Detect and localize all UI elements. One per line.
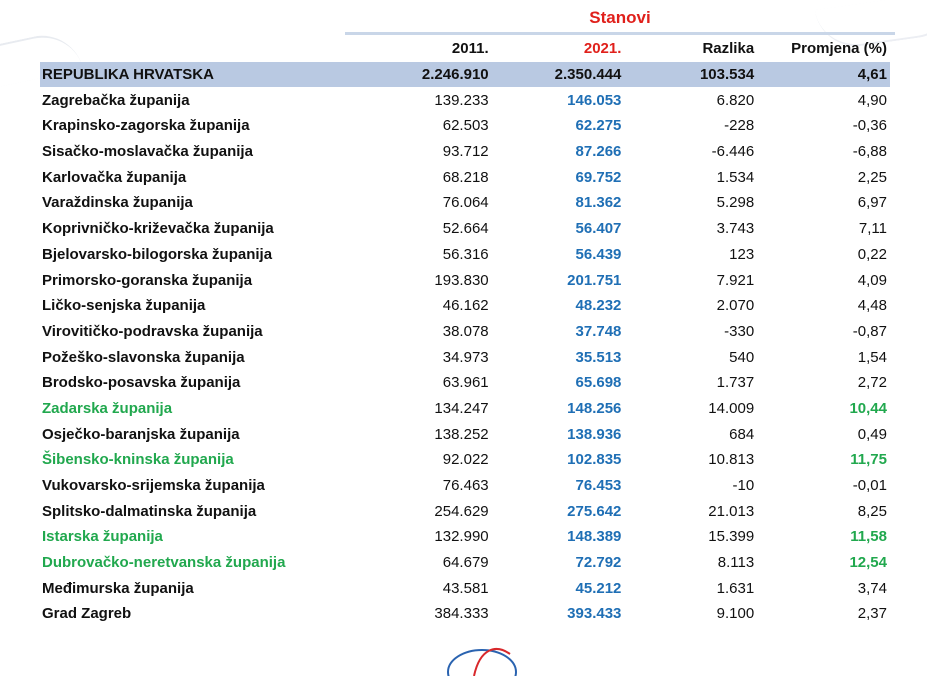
- county-name-cell: Zadarska županija: [42, 399, 173, 417]
- value-2021-cell: 45.212: [575, 579, 622, 597]
- value-2011-cell: 132.990: [434, 528, 489, 546]
- value-2011-cell: 134.247: [434, 399, 489, 417]
- county-name-cell: Međimurska županija: [42, 579, 194, 597]
- value-2021-cell: 62.275: [575, 117, 622, 135]
- change-percent-cell: 1,54: [857, 348, 887, 366]
- county-name-cell: Šibensko-kninska županija: [42, 451, 234, 469]
- value-2021-cell: 146.053: [567, 91, 622, 109]
- value-2011-cell: 92.022: [442, 451, 489, 469]
- table-row: [40, 319, 890, 345]
- value-2021-cell: 148.389: [567, 528, 622, 546]
- value-2011-cell: 64.679: [442, 554, 489, 572]
- difference-cell: 2.070: [716, 297, 755, 315]
- difference-cell: 540: [729, 348, 755, 366]
- value-2011-cell: 193.830: [434, 271, 489, 289]
- table-row-total: [40, 62, 890, 88]
- table-row: [40, 164, 890, 190]
- value-2021-cell: 87.266: [575, 143, 622, 161]
- table-row: [40, 242, 890, 268]
- difference-cell: -6.446: [711, 143, 755, 161]
- value-2021-cell: 201.751: [567, 271, 622, 289]
- value-2011-cell: 62.503: [442, 117, 489, 135]
- table-row: [40, 396, 890, 422]
- county-name-cell: Brodsko-posavska županija: [42, 374, 241, 392]
- value-2011-cell: 254.629: [434, 502, 489, 520]
- value-2021-cell: 148.256: [567, 399, 622, 417]
- table-row: [40, 575, 890, 601]
- county-name-cell: Krapinsko-zagorska županija: [42, 117, 250, 135]
- county-name-cell: Bjelovarsko-bilogorska županija: [42, 245, 273, 263]
- value-2021-cell: 81.362: [575, 194, 622, 212]
- county-name-cell: REPUBLIKA HRVATSKA: [40, 62, 359, 88]
- difference-cell: 15.399: [708, 528, 755, 546]
- county-name-cell: Istarska županija: [42, 528, 163, 546]
- table-row: [40, 447, 890, 473]
- difference-cell: 8.113: [717, 554, 755, 572]
- difference-cell: 1.534: [716, 168, 755, 186]
- change-percent-cell: 12,54: [849, 554, 887, 572]
- difference-cell: 3.743: [716, 220, 755, 238]
- change-percent-cell: 3,74: [857, 579, 887, 597]
- difference-cell: 103.534: [624, 62, 757, 88]
- county-name-cell: Sisačko-moslavačka županija: [42, 143, 253, 161]
- difference-cell: -330: [724, 322, 755, 340]
- table-row: [40, 87, 890, 113]
- change-percent-cell: 0,22: [857, 245, 887, 263]
- change-percent-cell: 8,25: [857, 502, 887, 520]
- change-percent-cell: -6,88: [852, 143, 887, 161]
- county-name-cell: Zagrebačka županija: [42, 91, 190, 109]
- change-percent-cell: 4,61: [757, 62, 890, 88]
- column-header-name: [40, 36, 359, 62]
- change-percent-cell: -0,36: [852, 117, 887, 135]
- county-name-cell: Požeško-slavonska županija: [42, 348, 245, 366]
- change-percent-cell: -0,01: [852, 477, 887, 495]
- table-row: [40, 139, 890, 165]
- difference-cell: 684: [729, 425, 755, 443]
- value-2011-cell: 46.162: [442, 297, 489, 315]
- difference-cell: 1.631: [716, 579, 755, 597]
- change-percent-cell: 6,97: [857, 194, 887, 212]
- county-name-cell: Dubrovačko-neretvanska županija: [42, 554, 286, 572]
- group-underline: [345, 32, 895, 35]
- difference-cell: 21.013: [708, 502, 755, 520]
- change-percent-cell: 7,11: [858, 220, 887, 238]
- value-2021-cell: 393.433: [567, 605, 622, 623]
- value-2011-cell: 138.252: [434, 425, 489, 443]
- value-2021-cell: 138.936: [567, 425, 622, 443]
- logo-icon: [422, 636, 542, 676]
- column-header-change-percent: Promjena (%): [791, 40, 887, 58]
- difference-cell: 14.009: [708, 399, 755, 417]
- table-row: [40, 550, 890, 576]
- county-name-cell: Ličko-senjska županija: [42, 297, 206, 315]
- value-2021-cell: 69.752: [575, 168, 622, 186]
- value-2011-cell: 76.064: [442, 194, 489, 212]
- value-2011-cell: 38.078: [442, 322, 489, 340]
- column-header-2021: 2021.: [583, 40, 622, 58]
- table-row: [40, 113, 890, 139]
- difference-cell: 10.813: [708, 451, 755, 469]
- column-header-difference: Razlika: [702, 40, 755, 58]
- change-percent-cell: 2,37: [857, 605, 887, 623]
- difference-cell: -10: [732, 477, 755, 495]
- county-name-cell: Koprivničko-križevačka županija: [42, 220, 274, 238]
- change-percent-cell: 4,48: [857, 297, 887, 315]
- group-title: Stanovi: [589, 8, 651, 27]
- value-2021-cell: 275.642: [567, 502, 622, 520]
- value-2021-cell: 102.835: [567, 451, 622, 469]
- difference-cell: 6.820: [716, 91, 755, 109]
- county-name-cell: Splitsko-dalmatinska županija: [42, 502, 257, 520]
- value-2011-cell: 56.316: [442, 245, 489, 263]
- value-2011-cell: 52.664: [442, 220, 489, 238]
- difference-cell: 5.298: [716, 194, 755, 212]
- housing-table: [40, 36, 890, 627]
- change-percent-cell: 0,49: [857, 425, 887, 443]
- difference-cell: 1.737: [716, 374, 755, 392]
- table-row: [40, 421, 890, 447]
- change-percent-cell: 2,25: [857, 168, 887, 186]
- table-row: [40, 524, 890, 550]
- county-name-cell: Grad Zagreb: [42, 605, 132, 623]
- difference-cell: 9.100: [716, 605, 755, 623]
- column-header-2011: 2011.: [451, 40, 489, 58]
- change-percent-cell: 11,75: [850, 451, 887, 469]
- table-row: [40, 216, 890, 242]
- value-2011-cell: 68.218: [442, 168, 489, 186]
- housing-table-container: [40, 6, 890, 627]
- table-row: [40, 293, 890, 319]
- value-2021-cell: 35.513: [575, 348, 622, 366]
- value-2021-cell: 37.748: [575, 322, 622, 340]
- table-row: [40, 370, 890, 396]
- value-2021-cell: 48.232: [575, 297, 622, 315]
- county-name-cell: Karlovačka županija: [42, 168, 187, 186]
- change-percent-cell: 10,44: [849, 399, 887, 417]
- change-percent-cell: 4,90: [857, 91, 887, 109]
- value-2011-cell: 2.246.910: [359, 62, 492, 88]
- county-name-cell: Varaždinska županija: [42, 194, 193, 212]
- value-2011-cell: 139.233: [434, 91, 489, 109]
- change-percent-cell: 2,72: [857, 374, 887, 392]
- table-row: [40, 473, 890, 499]
- value-2011-cell: 93.712: [442, 143, 489, 161]
- column-header-row: [40, 36, 890, 62]
- change-percent-cell: 4,09: [857, 271, 887, 289]
- county-name-cell: Virovitičko-podravska županija: [42, 322, 263, 340]
- group-header: [40, 6, 890, 32]
- value-2021-cell: 76.453: [575, 477, 622, 495]
- change-percent-cell: 11,58: [850, 528, 887, 546]
- value-2021-cell: 56.439: [575, 245, 622, 263]
- change-percent-cell: -0,87: [852, 322, 887, 340]
- value-2011-cell: 384.333: [434, 605, 489, 623]
- county-name-cell: Vukovarsko-srijemska županija: [42, 477, 265, 495]
- value-2011-cell: 63.961: [442, 374, 489, 392]
- table-row: [40, 498, 890, 524]
- table-row: [40, 344, 890, 370]
- table-row: [40, 601, 890, 627]
- value-2011-cell: 34.973: [442, 348, 489, 366]
- table-row: [40, 267, 890, 293]
- difference-cell: -228: [724, 117, 755, 135]
- value-2011-cell: 76.463: [442, 477, 489, 495]
- difference-cell: 123: [729, 245, 755, 263]
- county-name-cell: Osječko-baranjska županija: [42, 425, 240, 443]
- county-name-cell: Primorsko-goranska županija: [42, 271, 253, 289]
- value-2021-cell: 65.698: [575, 374, 622, 392]
- table-body: [40, 62, 890, 627]
- value-2021-cell: 72.792: [575, 554, 622, 572]
- value-2021-cell: 56.407: [575, 220, 622, 238]
- table-row: [40, 190, 890, 216]
- value-2011-cell: 43.581: [442, 579, 489, 597]
- value-2021-cell: 2.350.444: [492, 62, 625, 88]
- difference-cell: 7.921: [716, 271, 755, 289]
